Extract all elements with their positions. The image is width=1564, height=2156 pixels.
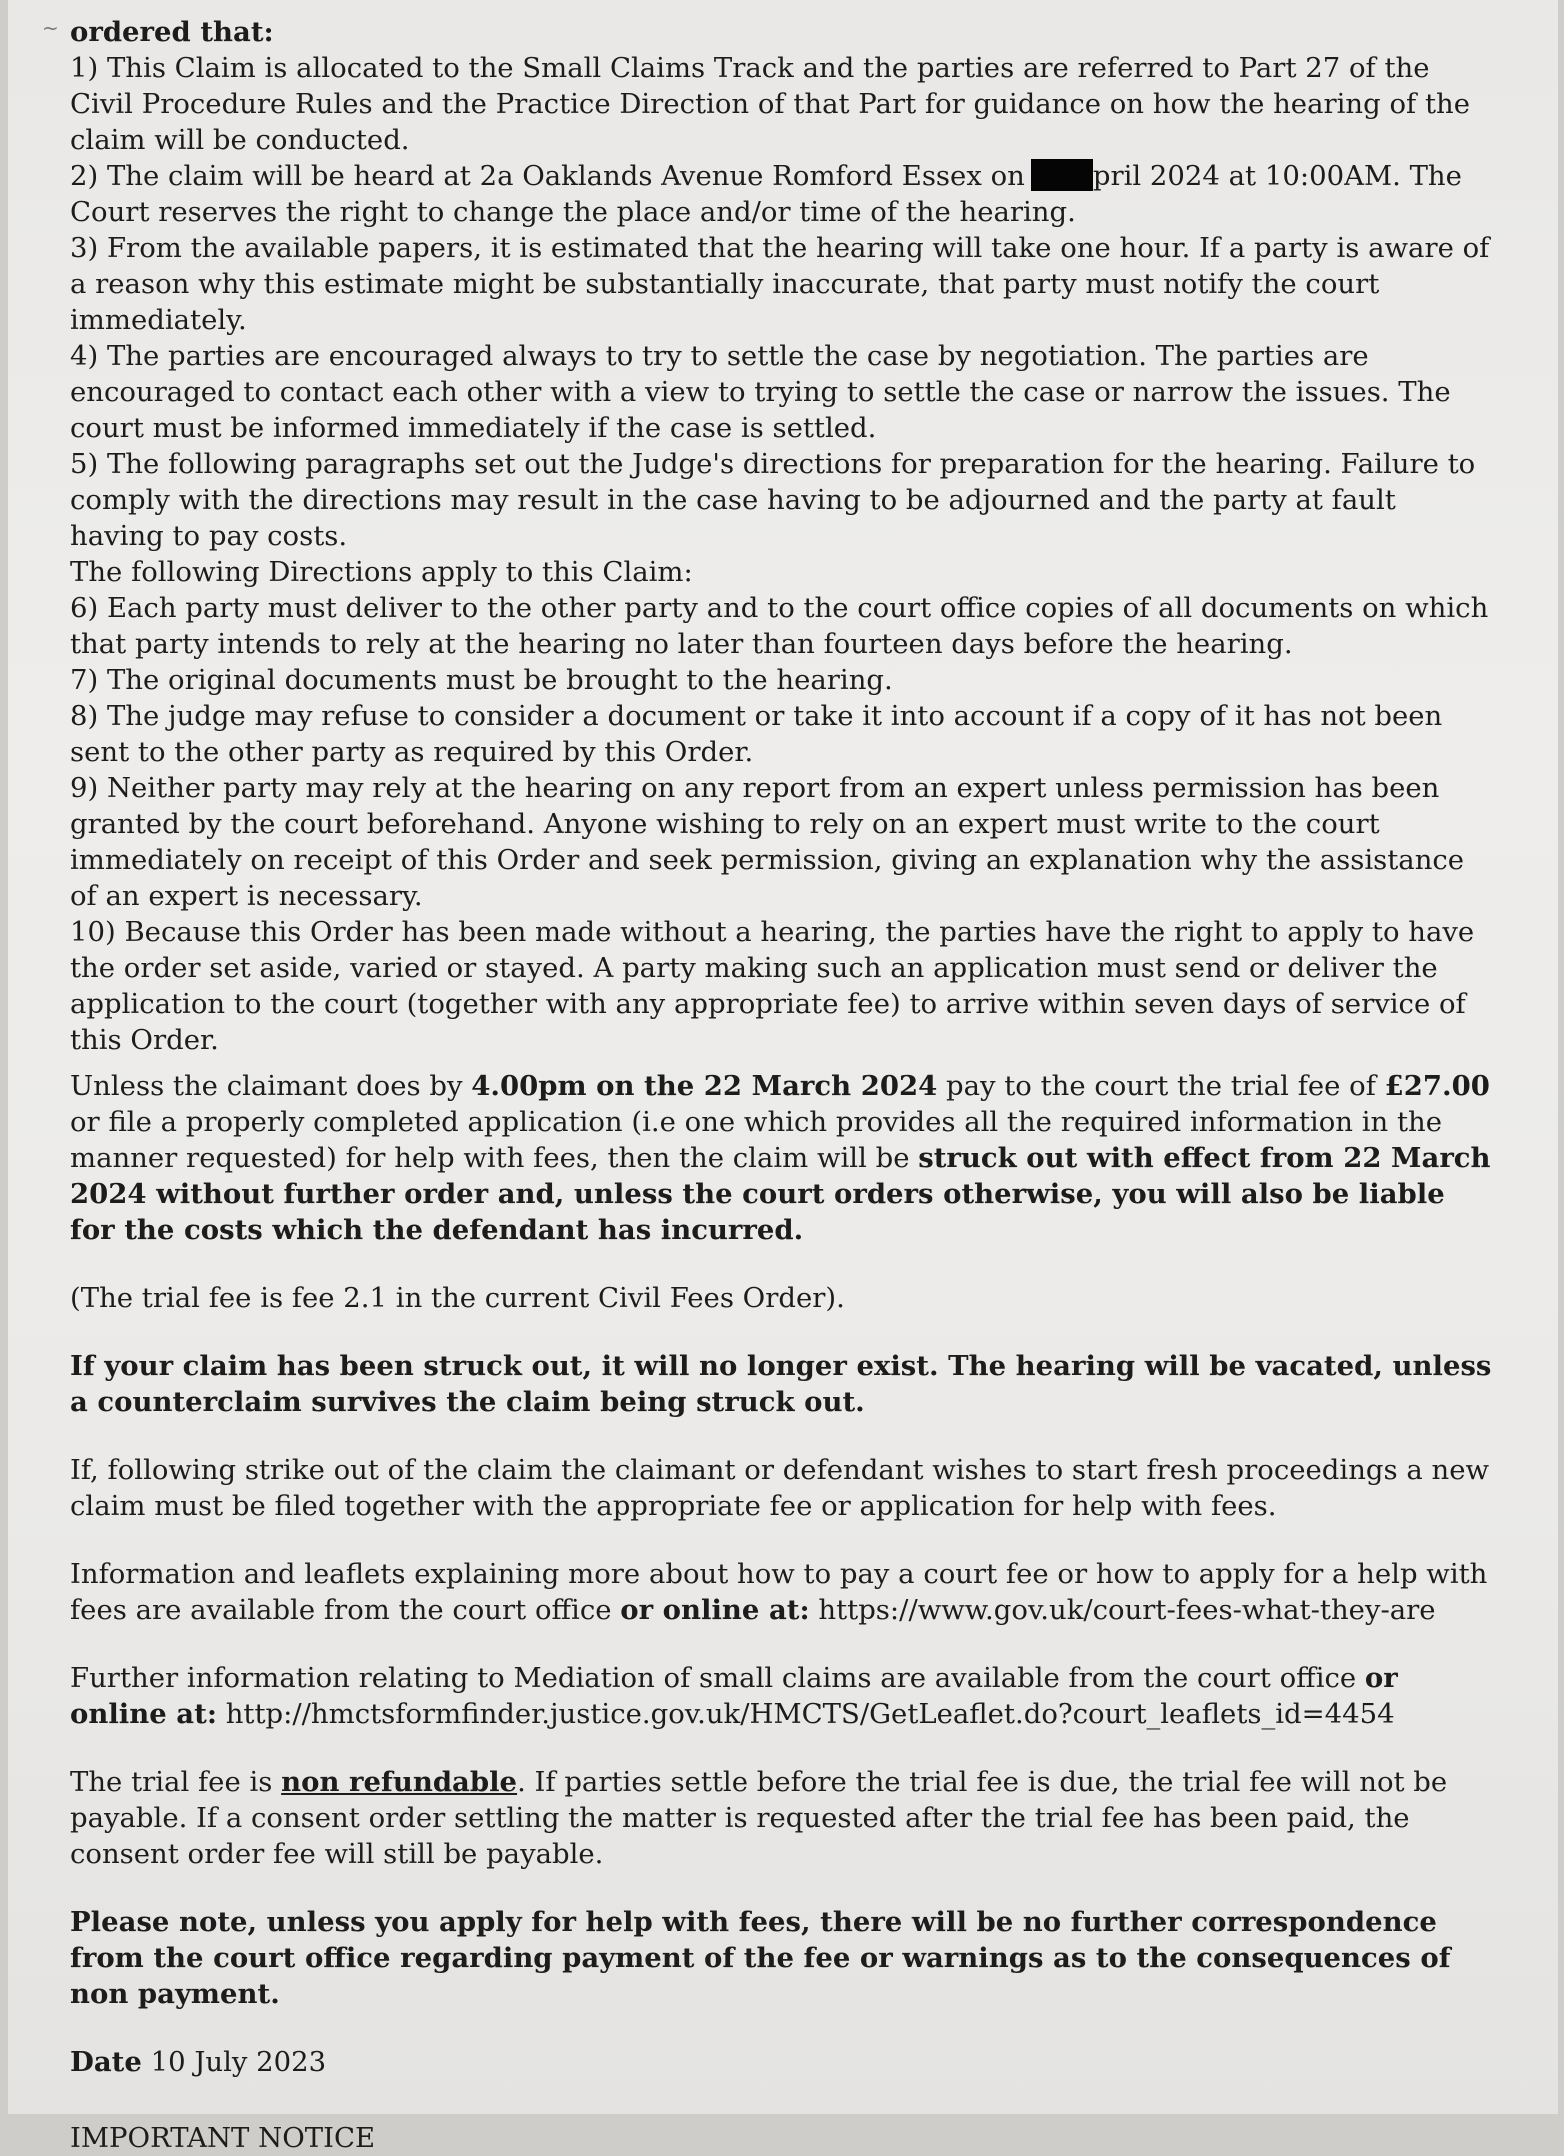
mediation-url: http://hmctsformfinder.justice.gov.uk/HMCTS/GetLeaflet.do?court_leaflets_id=4454 — [216, 1698, 1395, 1730]
order-item-2-end: pril 2024 at 10:00AM. The Court reserves the right to change the place and/or time of the hearing. — [70, 160, 1462, 228]
leaflets-info — [70, 1556, 1498, 1628]
trial-fee-reference: (The trial fee is fee 2.1 in the current Civil Fees Order). — [70, 1282, 845, 1314]
order-item-4: 4) The parties are encouraged always to try to settle the case by negotiation. The parties are encouraged to contact each other with a view to trying to settle the case or narrow the issues. The court must be informed immediately if the case is settled. — [70, 340, 1451, 444]
fresh-proceedings-note: If, following strike out of the claim the claimant or defendant wishes to start fresh proceedings a new claim must be filed together with the appropriate fee or application for help with fees. — [70, 1454, 1490, 1522]
order-item-5: 5) The following paragraphs set out the Judge's directions for preparation for the hearing. Failure to comply with the directions may result in the case having to be adjourned and the party at fault having to pay costs. — [70, 448, 1476, 552]
refund-text-2: . If parties settle before the trial fee is due, the trial fee will not be payable. If a consent order settling the matter is requested after the trial fee has been paid, the consent order fee will still be payable. — [70, 1766, 1448, 1870]
date-value: 10 July 2023 — [141, 2046, 327, 2078]
court-order-page — [8, 0, 1558, 2154]
fee-amount: £27.00 — [1384, 1070, 1490, 1102]
court-fees-url: https://www.gov.uk/court-fees-what-they-are — [809, 1594, 1436, 1626]
order-item-10: 10) Because this Order has been made without a hearing, the parties have the right to apply to have the order set aside, varied or stayed. A party making such an application must send or deliver the application to the court (together with any appropriate fee) to arrive within seven days of service of this Order. — [70, 916, 1475, 1056]
fee-notice-text-2: pay to the court the trial fee of — [937, 1070, 1385, 1102]
paper-mark: ~ — [42, 16, 59, 40]
leaflets-online-label: or online at: — [620, 1594, 810, 1626]
order-item-6: 6) Each party must deliver to the other party and to the court office copies of all documents on which that party intends to rely at the hearing no later than fourteen days before the hearing. — [70, 592, 1489, 660]
order-date — [70, 2044, 1498, 2080]
date-label: Date — [70, 2046, 142, 2078]
order-item-8: 8) The judge may refuse to consider a document or take it into account if a copy of it has not been sent to the other party as required by this Order. — [70, 700, 1443, 768]
order-item-9: 9) Neither party may rely at the hearing on any report from an expert unless permission has been granted by the court beforehand. Anyone wishing to rely on an expert must write to the court immediately on receipt of this Order and seek permission, giving an explanation why the assistance of an expert is necessary. — [70, 772, 1465, 912]
order-item-2-start: 2) The claim will be heard at 2a Oaklands Avenue Romford Essex on — [70, 160, 1025, 192]
please-note: Please note, unless you apply for help with fees, there will be no further correspondence from the court office regarding payment of the fee or warnings as to the consequences of non payment. — [70, 1906, 1451, 2010]
refund-text-1: The trial fee is — [70, 1766, 282, 1798]
mediation-info — [70, 1660, 1498, 1732]
fee-notice-text-3: or file a properly completed application (i.e one which provides all the required information in the manner requested) for help with fees, then the claim will be — [70, 1106, 1442, 1174]
order-heading: ordered that: — [70, 16, 274, 48]
refund-notice — [70, 1764, 1498, 1872]
mediation-online-label: or online at: — [70, 1662, 1398, 1730]
fee-notice — [70, 1068, 1498, 1248]
order-item-2 — [70, 158, 1498, 230]
important-notice: IMPORTANT NOTICE — [70, 2122, 376, 2154]
order-item-7: 7) The original documents must be brought to the hearing. — [70, 664, 893, 696]
order-item-1: 1) This Claim is allocated to the Small Claims Track and the parties are referred to Part 27 of the Civil Procedure Rules and the Practice Direction of that Part for guidance on how the hearing of the claim will be conducted. — [70, 52, 1470, 156]
leaflets-info-text: Information and leaflets explaining more about how to pay a court fee or how to apply for a help with fees are available from the court office — [70, 1558, 1488, 1626]
fee-deadline: 4.00pm on the 22 March 2024 — [471, 1070, 938, 1102]
fee-notice-text-1: Unless the claimant does by — [70, 1070, 472, 1102]
fee-consequence: struck out with effect from 22 March 2024 without further order and, unless the court orders otherwise, you will also be liable for the costs which the defendant has incurred. — [70, 1142, 1491, 1246]
non-refundable-label: non refundable — [281, 1766, 518, 1798]
mediation-info-text: Further information relating to Mediation of small claims are available from the court office — [70, 1662, 1365, 1694]
redacted-date — [1031, 159, 1093, 191]
order-item-3: 3) From the available papers, it is estimated that the hearing will take one hour. If a party is aware of a reason why this estimate might be substantially inaccurate, that party must notify the court immediately. — [70, 232, 1490, 336]
directions-intro: The following Directions apply to this Claim: — [70, 556, 693, 588]
struck-out-warning: If your claim has been struck out, it will no longer exist. The hearing will be vacated, unless a counterclaim survives the claim being struck out. — [70, 1350, 1492, 1418]
